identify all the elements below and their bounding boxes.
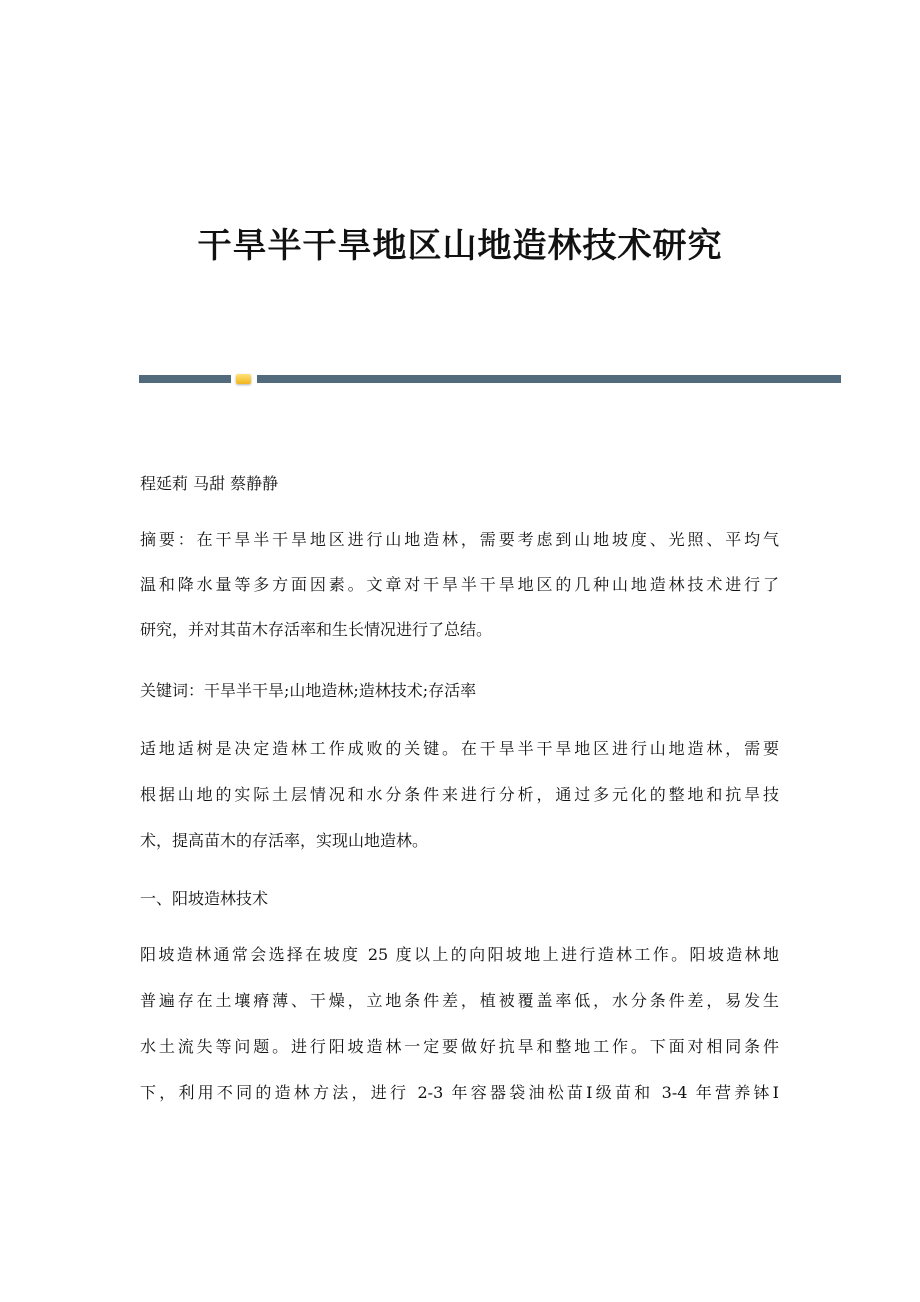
keywords: 关键词：干旱半干旱;山地造林;造林技术;存活率 xyxy=(140,681,477,700)
section-line: 普遍存在土壤瘠薄、干燥，立地条件差，植被覆盖率低，水分条件差，易发生 xyxy=(140,991,779,1010)
title-divider-left xyxy=(139,375,231,383)
authors: 程延莉 马甜 蔡静静 xyxy=(140,474,279,493)
divider-ornament-icon xyxy=(236,374,251,384)
abstract-line: 温和降水量等多方面因素。文章对干旱半干旱地区的几种山地造林技术进行了 xyxy=(140,575,779,594)
section-heading: 一、阳坡造林技术 xyxy=(140,889,269,908)
intro-line: 根据山地的实际土层情况和水分条件来进行分析，通过多元化的整地和抗旱技 xyxy=(140,785,779,804)
section-line: 下，利用不同的造林方法，进行 2-3 年容器袋油松苗Ⅰ级苗和 3-4 年营养钵Ⅰ xyxy=(140,1083,779,1102)
section-line: 阳坡造林通常会选择在坡度 25 度以上的向阳坡地上进行造林工作。阳坡造林地 xyxy=(140,945,779,964)
abstract-line: 摘要：在干旱半干旱地区进行山地造林，需要考虑到山地坡度、光照、平均气 xyxy=(140,530,779,549)
title-divider-right xyxy=(257,375,841,383)
intro-line: 适地适树是决定造林工作成败的关键。在干旱半干旱地区进行山地造林，需要 xyxy=(140,739,779,758)
intro-line: 术，提高苗木的存活率，实现山地造林。 xyxy=(140,831,429,850)
section-line: 水土流失等问题。进行阳坡造林一定要做好抗旱和整地工作。下面对相同条件 xyxy=(140,1037,779,1056)
abstract-line: 研究，并对其苗木存活率和生长情况进行了总结。 xyxy=(140,620,493,639)
document-title: 干旱半干旱地区山地造林技术研究 xyxy=(197,226,723,266)
